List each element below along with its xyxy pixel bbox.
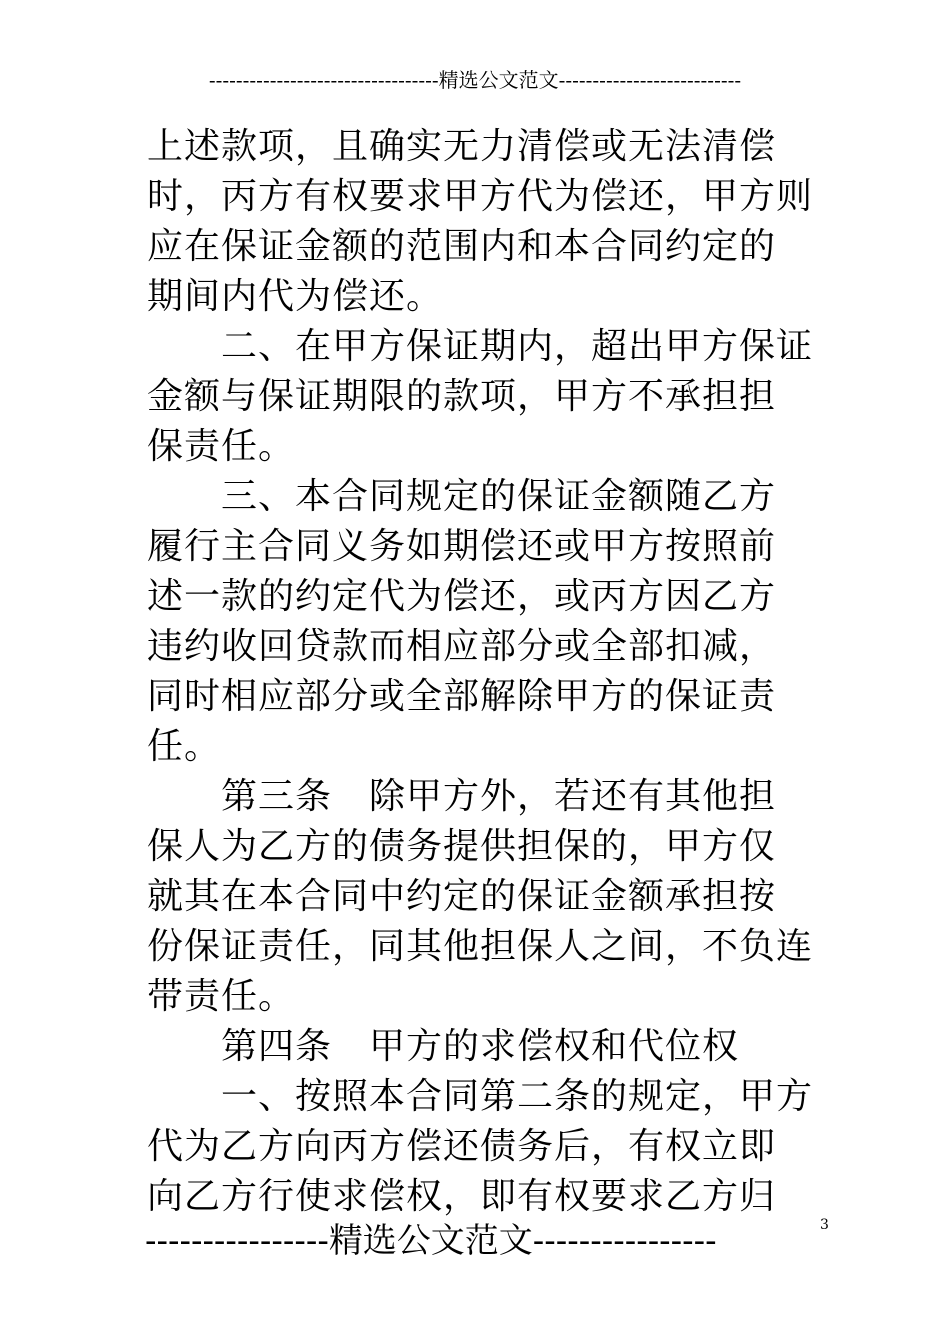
text-line: 期间内代为偿还。: [147, 276, 444, 317]
text-line: 第四条 甲方的求偿权和代位权: [221, 1026, 740, 1067]
text-line: 保责任。: [147, 426, 296, 467]
text-line: 就其在本合同中约定的保证金额承担按: [147, 876, 777, 917]
text-line: 上述款项，且确实无力清偿或无法清偿: [147, 126, 777, 167]
page-number: 3: [820, 1217, 829, 1233]
text-line: 违约收回贷款而相应部分或全部扣减，: [147, 626, 777, 667]
text-line: 二、在甲方保证期内，超出甲方保证: [221, 326, 814, 367]
text-line: 同时相应部分或全部解除甲方的保证责: [147, 676, 777, 717]
text-line: 一、按照本合同第二条的规定，甲方: [221, 1076, 814, 1117]
text-line: 向乙方行使求偿权，即有权要求乙方归: [147, 1176, 777, 1217]
document-body: [147, 122, 814, 1222]
text-line: 时，丙方有权要求甲方代为偿还，甲方则: [147, 176, 814, 217]
text-line: 保人为乙方的债务提供担保的，甲方仅: [147, 826, 777, 867]
text-line: 带责任。: [147, 976, 296, 1017]
text-line: 代为乙方向丙方偿还债务后，有权立即: [147, 1126, 777, 1167]
page-header: ----------------------------------精选公文范文---------------------------: [208, 68, 742, 92]
text-line: 任。: [147, 726, 222, 767]
text-line: 三、本合同规定的保证金额随乙方: [221, 476, 777, 517]
text-line: 应在保证金额的范围内和本合同约定的: [147, 226, 777, 267]
text-line: 履行主合同义务如期偿还或甲方按照前: [147, 526, 777, 567]
text-line: 述一款的约定代为偿还，或丙方因乙方: [147, 576, 777, 617]
text-line: 份保证责任，同其他担保人之间，不负连: [147, 926, 814, 967]
text-line: 金额与保证期限的款项，甲方不承担担: [147, 376, 777, 417]
page-footer: ----------------精选公文范文----------------: [145, 1221, 717, 1261]
text-line: 第三条 除甲方外，若还有其他担: [221, 776, 777, 817]
